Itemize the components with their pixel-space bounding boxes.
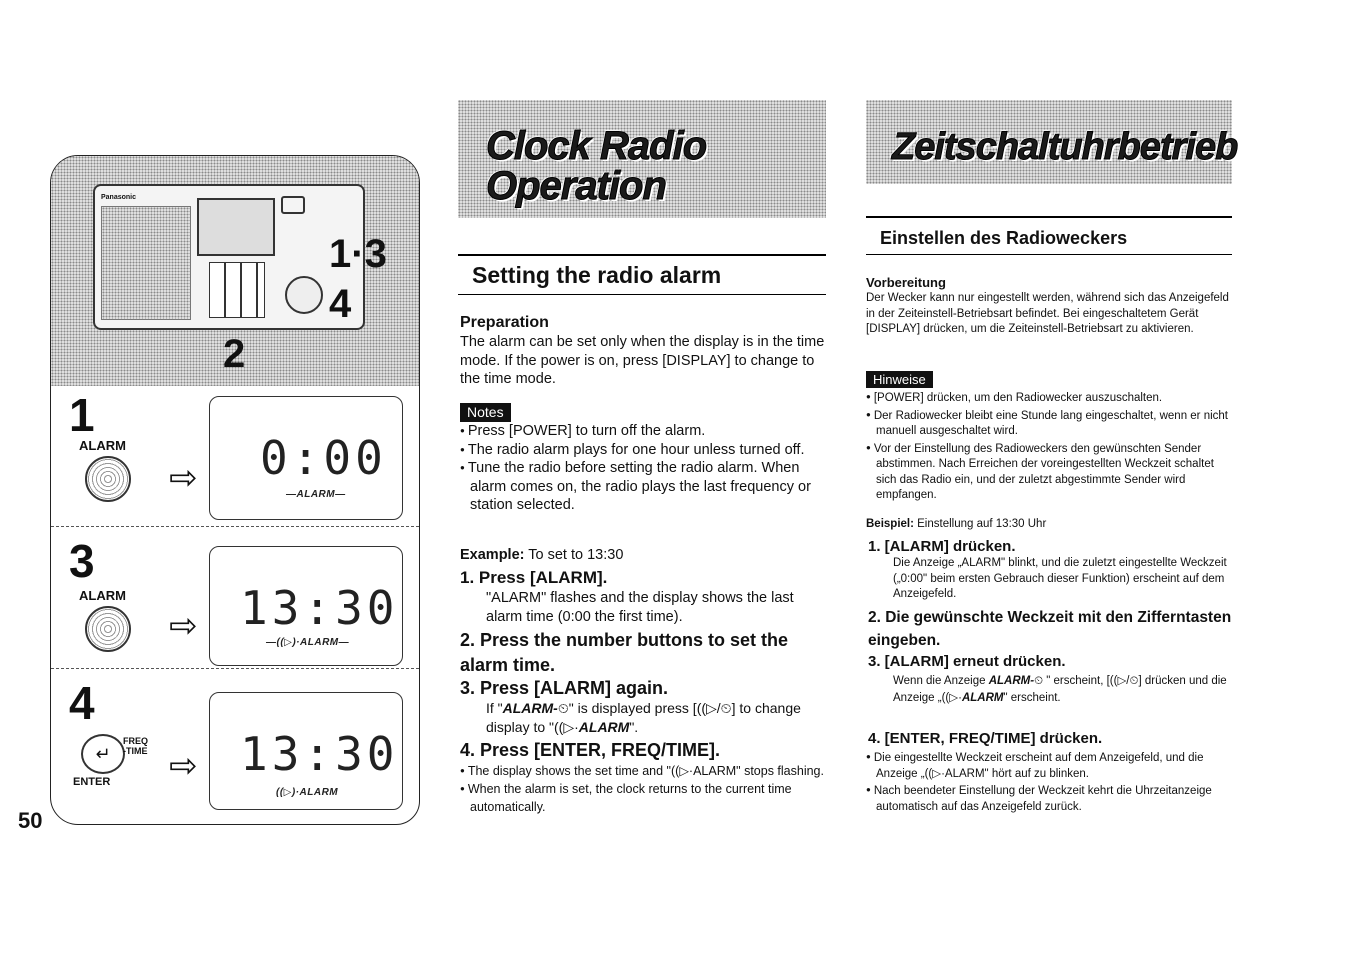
german-step3-heading: 3. [ALARM] erneut drücken. — [868, 653, 1066, 670]
display-digits: 13:30 — [240, 727, 399, 781]
speaker-grille — [101, 206, 191, 320]
callout-2: 2 — [223, 332, 246, 376]
radio-brand-logo: Panasonic — [101, 194, 137, 201]
arrow-right-icon: ⇨ — [169, 607, 198, 645]
english-step4-heading: 4. Press [ENTER, FREQ/TIME]. — [460, 740, 721, 760]
german-note-item: ● Der Radiowecker bleibt eine Stunde lang eingeschaltet, wenn er nicht manuell ausgeschaltet wird. — [866, 407, 1232, 440]
english-section-title: Setting the radio alarm — [472, 262, 722, 288]
alarm-indicator-text: ALARM- — [988, 675, 1035, 687]
german-example-label: Beispiel: — [866, 518, 914, 530]
freq-time-label: FREQ -TIME — [123, 736, 149, 756]
german-notes-list — [866, 389, 1232, 504]
alarm-toggle-icon: ((▷/⏲ — [1109, 675, 1139, 687]
german-title-rule-top — [866, 216, 1232, 218]
step-4-display — [209, 692, 403, 810]
step-4-button-label: ENTER — [73, 776, 111, 788]
english-note-item: ● The radio alarm plays for one hour unless turned off. — [460, 441, 826, 460]
radio-wave-icon: ((▷· — [941, 692, 962, 704]
callout-1-3: 1·3 — [329, 232, 387, 276]
german-note-item: ● [POWER] drücken, um den Radiowecker auszuschalten. — [866, 389, 1232, 407]
german-notes-tag: Hinweise — [866, 371, 933, 388]
alarm-toggle-icon: ((▷/⏲ — [696, 700, 732, 716]
english-notes-tag: Notes — [460, 403, 511, 422]
german-step4-list — [866, 749, 1234, 815]
english-example-text: To set to 13:30 — [528, 547, 624, 563]
clock-icon: ⏲ — [1034, 675, 1044, 687]
step-3-number: 3 — [69, 535, 95, 587]
radio-body — [93, 184, 365, 330]
german-step2-heading: 2. Die gewünschte Weckzeit mit den Zifferntasten eingeben. — [868, 609, 1232, 649]
english-note-item: ● Tune the radio before setting the radio alarm. When alarm comes on, the radio plays the last frequency or station selected. — [460, 459, 826, 515]
english-example-label: Example: — [460, 547, 525, 563]
english-header-line1: Clock Radio — [486, 124, 707, 168]
english-step1-heading: 1. Press [ALARM]. — [460, 568, 608, 587]
german-title-rule-bottom — [866, 254, 1232, 255]
german-step4-item: ● Die eingestellte Weckzeit erscheint auf dem Anzeigefeld, und die Anzeige „((▷·ALARM" hört auf zu blinken. — [866, 749, 1234, 782]
illustration-panel — [50, 155, 420, 825]
german-header: Zeitschaltuhrbetrieb — [892, 126, 1238, 168]
english-header-line2: Operation — [486, 164, 666, 208]
english-step2-heading: 2. Press the number buttons to set the alarm time. — [460, 630, 789, 675]
english-step3-text: If "ALARM-⏲" is displayed press [((▷/⏲] to change display to "((▷·ALARM". — [486, 700, 801, 735]
step-4-number: 4 — [69, 677, 95, 729]
german-prep-heading: Vorbereitung — [866, 275, 946, 290]
german-step4-item: ● Nach beendeter Einstellung der Weckzeit kehrt die Uhrzeitanzeige automatisch auf das Anzeigefeld zurück. — [866, 782, 1234, 815]
german-example-text: Einstellung auf 13:30 Uhr — [917, 518, 1047, 530]
step-3-button-label: ALARM — [79, 588, 126, 603]
english-prep-heading: Preparation — [460, 314, 549, 331]
clock-icon: ⏲ — [557, 700, 569, 716]
step-1-display — [209, 396, 403, 520]
display-digits: 13:30 — [240, 581, 399, 635]
english-note-item: ● Press [POWER] to turn off the alarm. — [460, 422, 826, 441]
alarm-button-icon — [85, 456, 131, 502]
display-digits: 0:00 — [260, 431, 387, 485]
display-alarm-indicator: ((▷)·ALARM — [276, 787, 339, 798]
page-number: 50 — [18, 808, 43, 833]
german-section-title: Einstellen des Radioweckers — [880, 228, 1128, 248]
english-step4-list — [460, 762, 828, 816]
callout-4-label: 4 — [329, 282, 352, 326]
german-prep-text: Der Wecker kann nur eingestellt werden, während sich das Anzeigefeld in der Zeiteinstell-Betriebsart befindet. Bei eingeschaltetem Gerät [DISPLAY] drücken, um die Zeiteinstell-Betriebsart zu aktivieren. — [866, 292, 1229, 335]
step-3-display — [209, 546, 403, 666]
english-step4-item: ● When the alarm is set, the clock returns to the current time automatically. — [460, 780, 828, 816]
english-example — [460, 547, 623, 563]
arrow-right-icon: ⇨ — [169, 747, 198, 785]
german-example — [866, 518, 1046, 530]
step-1-number: 1 — [69, 389, 95, 441]
radio-wave-icon: ((▷· — [554, 718, 579, 735]
german-note-item: ● Vor der Einstellung des Radioweckers den gewünschten Sender abstimmen. Nach Erreichen der voreingestellten Weckzeit schaltet sich das Radio ein, und der zuletzt abgestimmte Sender wird empfangen. — [866, 440, 1232, 504]
display-alarm-indicator: —((▷)·ALARM— — [266, 637, 350, 648]
english-step4-item: ● The display shows the set time and "((▷·ALARM" stops flashing. — [460, 762, 828, 780]
german-step4-heading: 4. [ENTER, FREQ/TIME] drücken. — [868, 730, 1103, 747]
radio-keypad — [209, 262, 265, 318]
english-step1-text: "ALARM" flashes and the display shows the last alarm time (0:00 the first time). — [486, 590, 794, 625]
display-alarm-indicator: —ALARM— — [286, 489, 346, 500]
radio-knob — [285, 276, 323, 314]
english-step3-heading: 3. Press [ALARM] again. — [460, 678, 669, 698]
alarm-indicator-text: ALARM- — [502, 700, 558, 716]
radio-button-grid — [281, 196, 305, 214]
arrow-right-icon: ⇨ — [169, 459, 198, 497]
enter-button-icon: ↵ — [81, 734, 125, 774]
step-1-button-label: ALARM — [79, 438, 126, 453]
german-step1-heading: 1. [ALARM] drücken. — [868, 538, 1016, 555]
english-title-rule-bottom — [458, 294, 826, 295]
english-prep-text: The alarm can be set only when the display is in the time mode. If the power is on, press [DISPLAY] to change to the time mode. — [460, 334, 825, 387]
step-divider — [51, 668, 419, 669]
german-step3-text: Wenn die Anzeige ALARM-⏲ " erscheint, [((▷/⏲] drücken und die Anzeige „((▷·ALARM" erscheint. — [893, 675, 1227, 704]
german-step1-text: Die Anzeige „ALARM" blinkt, und die zuletzt eingestellte Weckzeit („0:00" beim ersten Gebrauch dieser Funktion) erscheint auf dem Anzeigefeld. — [893, 557, 1227, 600]
step-divider — [51, 526, 419, 527]
alarm-button-icon — [85, 606, 131, 652]
radio-lcd-screen — [197, 198, 275, 256]
english-notes-list — [460, 422, 826, 515]
english-title-rule-top — [458, 254, 826, 256]
